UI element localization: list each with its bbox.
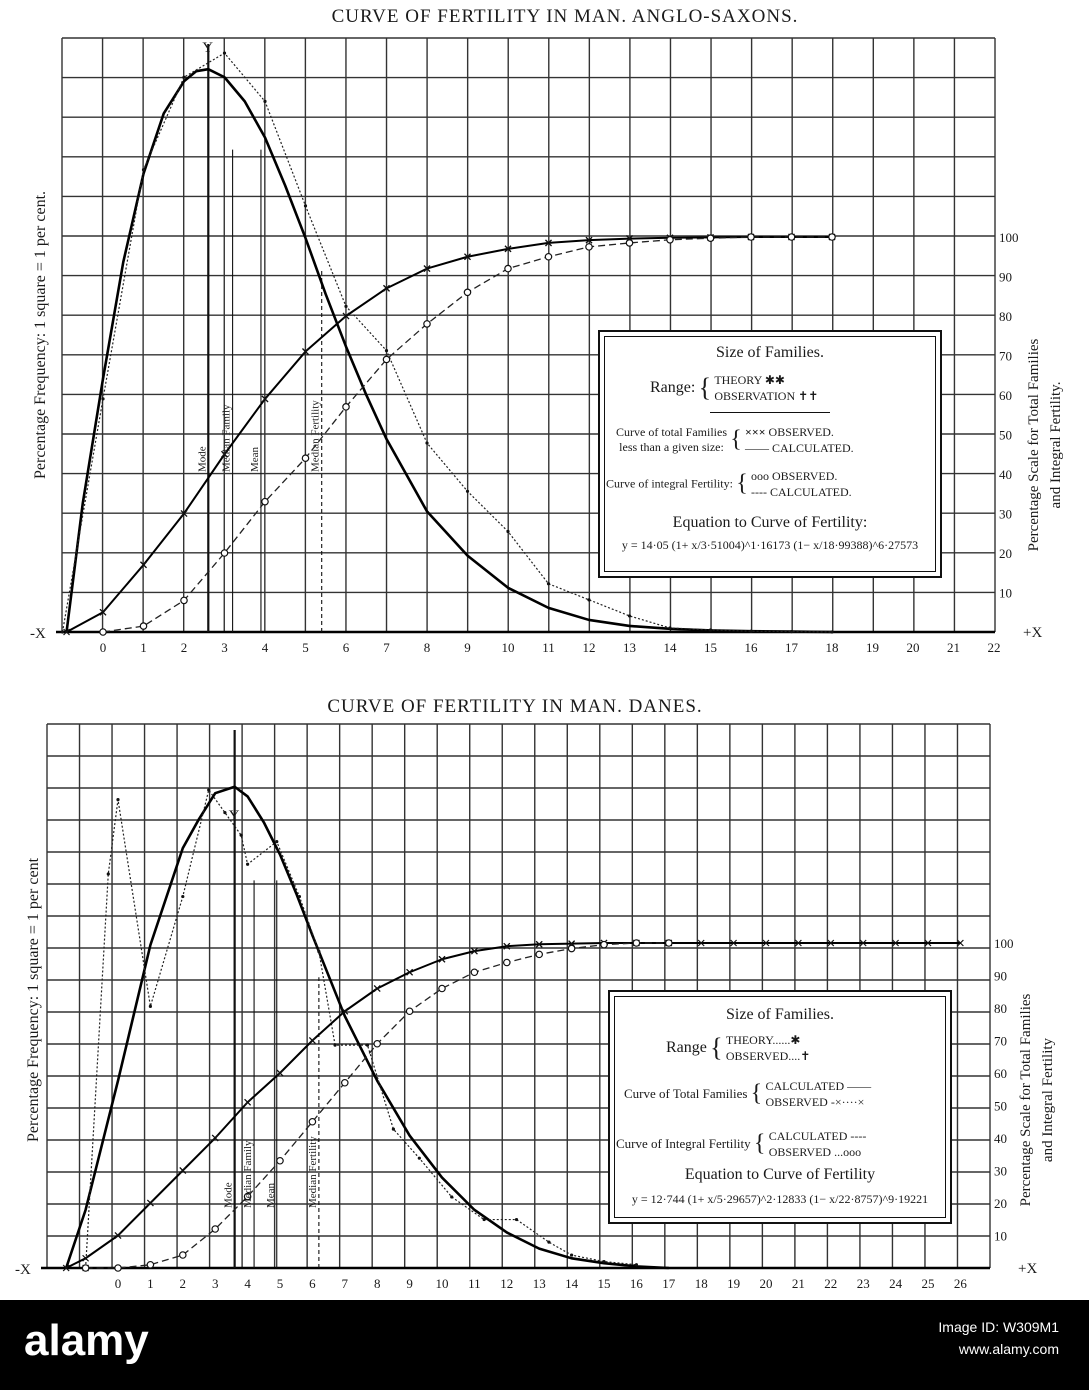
data-point	[245, 1099, 251, 1105]
x-tick-label: 3	[211, 1276, 219, 1291]
x-tick-label: 7	[341, 1276, 349, 1291]
image-id: Image ID: W309M1	[938, 1319, 1059, 1335]
data-point	[418, 1157, 421, 1160]
data-point	[748, 234, 754, 240]
legend-integral-calculated: CALCULATED	[768, 1129, 848, 1143]
data-point	[635, 1263, 638, 1266]
solid-line-icon: ——	[745, 441, 770, 455]
data-point	[547, 1241, 550, 1244]
right-tick-label: 20	[994, 1196, 1007, 1211]
legend-total-label: Curve of Total Families	[624, 1086, 748, 1101]
legend-integral-observed: OBSERVED	[768, 1145, 832, 1159]
x-tick-label: 8	[373, 1276, 381, 1291]
right-tick-label: 90	[999, 269, 1012, 285]
marker-icon: ✝	[800, 1049, 811, 1063]
legend-integral-values	[751, 468, 852, 500]
right-tick-label: 10	[999, 585, 1012, 601]
legend-range-observation: OBSERVATION	[714, 389, 796, 403]
marker-label: Median Family	[220, 404, 233, 472]
data-point	[240, 834, 243, 837]
brace-icon: {	[698, 373, 712, 402]
marker-label: Median Fertility	[309, 400, 322, 472]
data-point	[263, 100, 266, 103]
legend-heading: Size of Families.	[716, 344, 824, 361]
legend-total-row	[624, 1078, 944, 1110]
legend-range-label: Range:	[650, 379, 696, 396]
right-axis-title: Percentage Scale for Total Families	[1018, 993, 1034, 1207]
data-point	[667, 237, 673, 243]
legend-divider	[710, 412, 830, 413]
x-tick-label: 16	[629, 1276, 643, 1291]
legend-total-label-line1: Curve of total Families	[616, 425, 727, 439]
right-tick-label: 80	[994, 1001, 1007, 1016]
data-point	[504, 959, 510, 965]
legend-anglo-saxons	[598, 330, 942, 578]
data-point	[180, 1252, 186, 1258]
legend-range-values	[714, 372, 818, 404]
x-tick-label: 5	[302, 640, 309, 655]
x-tick-label: 26	[953, 1276, 967, 1291]
x-tick-label: 0	[99, 640, 107, 655]
data-point	[275, 840, 278, 843]
data-point	[506, 530, 509, 533]
right-tick-label: 40	[994, 1131, 1007, 1146]
marker-icon: ✱✱	[764, 373, 785, 387]
right-tick-label: 50	[999, 427, 1012, 443]
data-point	[536, 951, 542, 957]
data-point	[344, 305, 347, 308]
data-point	[570, 1253, 573, 1256]
right-axis-title-line2: and Integral Fertility.	[1048, 381, 1064, 509]
x-tick-label: 22	[987, 640, 1001, 655]
x-tick-label: 0	[114, 1276, 122, 1291]
legend-integral-label: Curve of Integral Fertility	[616, 1136, 751, 1151]
right-tick-label: 30	[999, 506, 1012, 522]
legend-integral-values	[769, 1128, 867, 1160]
x-tick-label: 11	[468, 1276, 481, 1291]
data-point	[471, 969, 477, 975]
x-tick-label: 24	[889, 1276, 903, 1291]
x-tick-label: 21	[947, 640, 960, 655]
data-point	[424, 321, 430, 327]
marker-label: Mode	[222, 1182, 235, 1208]
legend-integral-label: Curve of integral Fertility:	[606, 476, 733, 491]
x-tick-label: 16	[744, 640, 758, 655]
x-tick-label: 12	[582, 640, 596, 655]
brace-icon: {	[710, 1033, 723, 1062]
circle-marker-icon: ...ooo	[834, 1145, 862, 1159]
data-point	[749, 630, 752, 633]
data-point	[221, 550, 227, 556]
solid-line-icon: ——	[847, 1079, 872, 1093]
legend-total-row	[616, 424, 934, 456]
right-tick-label: 80	[999, 309, 1012, 324]
chart-title-anglo-saxons: CURVE OF FERTILITY IN MAN. ANGLO-SAXONS.	[331, 6, 799, 27]
legend-range-observed: OBSERVED	[725, 1049, 789, 1063]
data-point	[366, 1044, 369, 1047]
data-point	[302, 455, 308, 461]
x-tick-label: 19	[866, 640, 879, 655]
x-tick-label: 7	[383, 640, 390, 655]
legend-integral-calculated: CALCULATED.	[770, 485, 852, 499]
dashed-line-icon: ----	[751, 485, 767, 499]
data-point	[425, 441, 428, 444]
x-tick-label: 17	[662, 1276, 676, 1291]
data-point	[392, 1128, 395, 1131]
data-point	[545, 254, 551, 260]
data-point	[374, 1041, 380, 1047]
x-tick-label: 10	[501, 640, 515, 655]
legend-integral-row	[606, 468, 934, 500]
marker-label: Median Fertility	[306, 1136, 319, 1208]
legend-range-values: THEORY......✱ OBSERVED....✝	[725, 1033, 811, 1063]
legend-total-values	[765, 1078, 871, 1110]
data-point	[568, 945, 574, 951]
data-point	[147, 1200, 153, 1206]
marker-icon: ✱	[790, 1033, 801, 1047]
right-tick-label: 10	[994, 1228, 1007, 1244]
right-tick-label: 60	[994, 1066, 1007, 1081]
brand-logo: alamy	[24, 1316, 149, 1365]
axis-label-y: Y	[228, 808, 240, 824]
x-tick-label: 11	[542, 640, 555, 655]
legend-integral-row	[616, 1128, 944, 1160]
x-tick-label: 20	[906, 640, 920, 655]
series-line	[86, 790, 637, 1268]
data-point	[309, 1119, 315, 1125]
x-tick-label: 6	[342, 640, 350, 655]
x-tick-label: 22	[824, 1276, 838, 1291]
data-point	[788, 234, 794, 240]
data-point	[464, 289, 470, 295]
legend-equation-title: Equation to Curve of Fertility	[684, 1166, 876, 1183]
brace-icon: {	[730, 426, 742, 453]
right-tick-label: 100	[994, 936, 1014, 951]
data-point	[790, 630, 793, 633]
x-tick-label: 2	[179, 1276, 187, 1291]
data-point	[147, 1262, 153, 1268]
dashed-line-icon: ----	[850, 1129, 867, 1143]
x-tick-label: 18	[825, 640, 839, 655]
legend-equation: y = 14·05 (1+ x/3·51004)^1·16173 (1− x/18·99388)^6·27573	[621, 538, 919, 552]
series-line	[86, 943, 669, 1268]
data-point	[277, 1070, 283, 1076]
marker-label: Mode	[196, 446, 209, 472]
axis-label-neg-x: -X	[15, 1262, 31, 1278]
right-tick-label: 30	[994, 1163, 1007, 1179]
x-tick-label: 3	[221, 640, 228, 655]
x-tick-label: 4	[244, 1276, 251, 1291]
data-point	[181, 895, 184, 898]
legend-range-label: Range	[666, 1039, 707, 1056]
axis-label-y: Y	[202, 40, 214, 56]
right-tick-label: 70	[999, 348, 1012, 364]
data-point	[450, 1195, 453, 1198]
x-tick-label: 17	[785, 640, 798, 655]
x-tick-label: 20	[759, 1276, 773, 1291]
x-tick-label: 2	[180, 640, 188, 655]
data-point	[626, 240, 632, 246]
data-point	[181, 597, 187, 603]
data-point	[309, 1038, 315, 1044]
legend-danes	[608, 990, 952, 1224]
legend-equation: y = 12·744 (1+ x/5·29657)^2·12833 (1− x/22·8757)^9·19221	[631, 1192, 929, 1206]
site-url: www.alamy.com	[958, 1341, 1059, 1357]
axis-label-pos-x: +X	[1018, 1261, 1038, 1277]
right-axis-title-line2: and Integral Fertility	[1040, 1037, 1056, 1163]
data-point	[223, 52, 226, 55]
legend-total-observed: OBSERVED.	[768, 425, 834, 439]
legend-total-values	[745, 424, 854, 456]
data-point	[82, 1265, 88, 1271]
x-tick-label: 15	[704, 640, 717, 655]
data-point	[601, 941, 607, 947]
data-point	[547, 582, 550, 585]
data-point	[246, 863, 249, 866]
data-point	[709, 628, 712, 631]
data-point	[100, 629, 106, 635]
x-tick-label: 9	[406, 1276, 413, 1291]
left-axis-title: Percentage Frequency: 1 square = 1 per cent.	[32, 190, 49, 480]
right-tick-label: 20	[999, 546, 1012, 561]
data-point	[149, 1005, 152, 1008]
data-point	[342, 1080, 348, 1086]
data-point	[140, 623, 146, 629]
marker-label: Mean	[264, 1182, 277, 1208]
data-point	[207, 788, 210, 791]
right-tick-label: 70	[994, 1033, 1007, 1049]
right-axis-title: Percentage Scale for Total Families	[1026, 338, 1042, 552]
data-point	[115, 1265, 121, 1271]
right-tick-label: 60	[999, 388, 1012, 403]
legend-total-label-line2: less than a given size:	[619, 440, 724, 454]
left-axis-title: Percentage Frequency: 1 square = 1 per cent	[25, 857, 42, 1143]
image-credit	[938, 1316, 1059, 1360]
marker-label: Median Family	[242, 1140, 255, 1208]
data-point	[107, 872, 110, 875]
legend-integral-observed: OBSERVED.	[772, 469, 838, 483]
x-tick-label: 12	[500, 1276, 514, 1291]
circle-marker-icon: ooo	[751, 469, 770, 483]
x-tick-label: 13	[532, 1276, 546, 1291]
legend-range-theory: THEORY	[725, 1033, 773, 1047]
legend-total-calculated: CALCULATED.	[772, 441, 854, 455]
x-tick-label: 10	[435, 1276, 449, 1291]
data-point	[483, 1218, 486, 1221]
x-tick-label: 1	[140, 640, 147, 655]
data-point	[602, 1260, 605, 1263]
data-point	[142, 168, 145, 171]
marker-label: Mean	[248, 446, 261, 472]
right-tick-label: 40	[999, 467, 1012, 482]
x-tick-label: 25	[921, 1276, 935, 1291]
data-point	[212, 1226, 218, 1232]
right-tick-label: 50	[994, 1098, 1007, 1114]
data-point	[666, 940, 672, 946]
data-point	[262, 498, 268, 504]
x-tick-label: 1	[147, 1276, 154, 1291]
axis-label-pos-x: +X	[1023, 625, 1043, 641]
x-tick-label: 9	[464, 640, 471, 655]
brace-icon: {	[736, 470, 748, 497]
cross-dotted-line-icon: -×····×	[830, 1095, 865, 1109]
data-point	[439, 985, 445, 991]
x-tick-label: 14	[663, 640, 677, 655]
legend-total-calculated: CALCULATED	[765, 1079, 845, 1093]
x-tick-label: 4	[261, 640, 269, 655]
watermark-footer	[0, 1300, 1089, 1390]
data-point	[304, 204, 307, 207]
x-tick-label: 23	[856, 1276, 870, 1291]
cross-marker-icon: ×××	[745, 425, 766, 439]
data-point	[223, 811, 226, 814]
x-tick-label: 21	[791, 1276, 805, 1291]
data-point	[333, 1044, 336, 1047]
data-point	[101, 397, 104, 400]
x-tick-label: 15	[597, 1276, 611, 1291]
right-tick-label: 100	[999, 230, 1019, 245]
x-tick-label: 19	[727, 1276, 741, 1291]
data-point	[707, 235, 713, 241]
legend-total-label	[616, 425, 727, 455]
data-point	[587, 598, 590, 601]
legend-total-observed: OBSERVED	[765, 1095, 828, 1109]
right-tick-label: 90	[994, 968, 1007, 984]
brace-icon: {	[750, 1080, 763, 1107]
data-point	[182, 76, 185, 79]
brace-icon: {	[753, 1130, 766, 1157]
data-point	[61, 630, 64, 633]
x-tick-label: 18	[694, 1276, 708, 1291]
data-point	[406, 1008, 412, 1014]
x-tick-label: 14	[565, 1276, 579, 1291]
x-tick-label: 8	[423, 640, 431, 655]
legend-heading: Size of Families.	[726, 1006, 834, 1023]
data-point	[383, 356, 389, 362]
x-tick-label: 5	[276, 1276, 284, 1291]
data-point	[385, 349, 388, 352]
legend-range-theory: THEORY	[714, 373, 762, 387]
x-tick-label: 6	[309, 1276, 316, 1291]
legend-range-row	[650, 372, 934, 404]
data-point	[277, 1158, 283, 1164]
data-point	[505, 265, 511, 271]
data-point	[633, 940, 639, 946]
data-point	[668, 626, 671, 629]
data-point	[466, 490, 469, 493]
data-point	[829, 234, 835, 240]
data-point	[515, 1218, 518, 1221]
x-tick-label: 13	[623, 640, 636, 655]
data-point	[628, 614, 631, 617]
data-point	[317, 950, 320, 953]
legend-equation-title: Equation to Curve of Fertility:	[672, 514, 868, 531]
data-point	[343, 404, 349, 410]
data-point	[830, 630, 833, 633]
data-point	[586, 244, 592, 250]
marker-icon: ✝✝	[798, 389, 819, 403]
chart-title-danes: CURVE OF FERTILITY IN MAN. DANES.	[327, 696, 703, 717]
data-point	[298, 895, 301, 898]
data-point	[116, 798, 119, 801]
legend-range-row	[666, 1032, 944, 1064]
axis-label-neg-x: -X	[30, 626, 46, 642]
